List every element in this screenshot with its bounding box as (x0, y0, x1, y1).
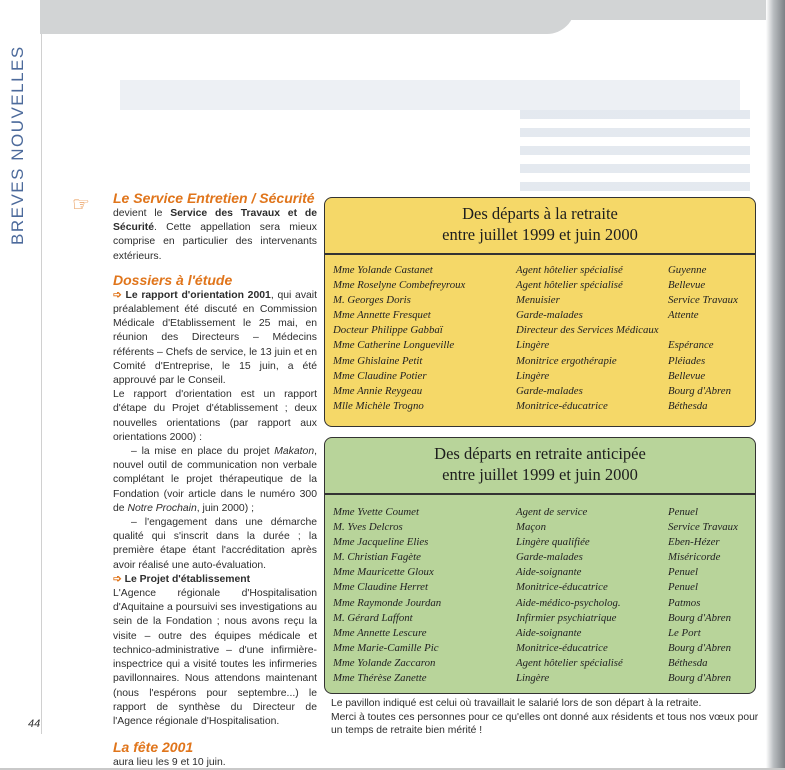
person-name: Mme Claudine Potier (333, 369, 427, 382)
footnote: Le pavillon indiqué est celui où travaillait le salarié lors de son départ à la retraite. Merci à toutes ces personnes pour ce qu'elles ont donné aux résidents et tous nos vœux pour un temps de retraite bien mérité ! (331, 698, 759, 736)
person-role: Monitrice-éducatrice (516, 399, 608, 412)
person-pavilion: Miséricorde (668, 551, 721, 564)
person-name: Mme Roselyne Combefreyroux (333, 279, 466, 292)
fete-text: aura lieu les 9 et 10 juin. (113, 757, 226, 769)
pointing-hand-icon: ☞ (72, 194, 90, 216)
person-name: Mlle Michèle Trogno (333, 399, 424, 412)
bullet-qualite: – l'engagement dans une démarche qualité qui s'inscrit dans la durée ; la première étape étant l'accréditation après avoir réalisé une auto-évaluation. (113, 517, 317, 571)
person-role: Infirmier psychiatrique (516, 611, 617, 624)
retirement-box (324, 197, 756, 427)
person-role: Aide-soignante (516, 626, 582, 639)
arrow-icon: ➩ (113, 573, 122, 585)
person-role: Monitrice ergothérapie (516, 354, 617, 367)
person-name: Docteur Philippe Gabbaï (333, 324, 443, 337)
person-pavilion: Guyenne (668, 264, 707, 276)
person-name: Mme Ghislaine Petit (333, 354, 423, 367)
person-role: Aide-soignante (516, 566, 582, 579)
show-through-text-block (520, 110, 750, 200)
person-pavilion: Penuel (668, 566, 698, 579)
left-column (113, 190, 317, 770)
arrow-icon: ➩ (113, 289, 122, 301)
person-pavilion: Service Travaux (668, 521, 738, 534)
section-title-text: BREVES NOUVELLES (8, 45, 27, 245)
person-pavilion: Espérance (668, 339, 714, 352)
header-tab (40, 0, 575, 34)
person-pavilion: Béthesda (668, 399, 708, 412)
person-role: Aide-médico-psycholog. (516, 596, 621, 609)
person-role: Directeur des Services Médicaux (516, 324, 659, 337)
early-retirement-box-title: Des départs en retraite anticipée entre juillet 1999 et juin 2000 (434, 444, 646, 484)
person-name: Mme Claudine Herret (333, 581, 428, 594)
projet-label-line: ➩ Le Projet d'établissement (113, 573, 251, 585)
sidebar-divider (41, 34, 42, 734)
show-through-text (120, 80, 740, 110)
title-divider (325, 493, 755, 495)
person-pavilion: Bellevue (668, 279, 706, 292)
service-paragraph: devient le Service des Travaux et de Sécurité. Cette appellation sera mieux comprise en particulier des intervenants extérieurs. (113, 208, 317, 262)
person-pavilion: Pléiades (668, 354, 706, 367)
person-name: Mme Thérèse Zanette (333, 672, 427, 685)
person-pavilion: Bourg d'Abren (668, 672, 731, 685)
person-role: Monitrice-éducatrice (516, 641, 608, 654)
person-role: Agent de service (516, 506, 588, 518)
person-name: Mme Marie-Camille Pic (333, 641, 439, 654)
person-pavilion: Penuel (668, 581, 698, 594)
person-role: Lingère (516, 369, 550, 382)
person-pavilion: Service Travaux (668, 294, 738, 307)
projet-paragraph: L'Agence régionale d'Hospitalisation d'Aquitaine a poursuivi ses investigations au sein de la Fondation ; nous avons reçu la visite – outre des équipes médicale et technico-administrative – d'une infirmière-inspectrice qui a visité toutes les infirmeries pavillonnaires. Nous attendons maintenant (nous l'espérons pour septembre...) le rapport de synthèse du Directeur de l'Agence régionale d'Hospitalisation. (113, 588, 317, 727)
person-pavilion: Bellevue (668, 369, 706, 382)
person-name: Mme Annette Lescure (333, 626, 427, 639)
person-pavilion: Béthesda (668, 656, 708, 669)
person-name: M. Georges Doris (333, 294, 411, 307)
person-pavilion: Bourg d'Abren (668, 641, 731, 654)
person-role: Lingère (516, 339, 550, 352)
person-name: Mme Raymonde Jourdan (333, 596, 442, 609)
person-pavilion: Patmos (668, 596, 701, 609)
person-name: M. Yves Delcros (333, 521, 403, 534)
retirement-box-title: Des départs à la retraite entre juillet 1999 et juin 2000 (442, 204, 638, 244)
person-pavilion: Attente (668, 309, 699, 322)
person-pavilion: Penuel (668, 506, 698, 518)
person-pavilion: Bourg d'Abren (668, 384, 731, 397)
person-name: Mme Mauricette Gloux (333, 566, 434, 579)
person-role: Agent hôtelier spécialisé (516, 279, 623, 292)
dossiers-heading: Dossiers à l'étude (113, 271, 233, 288)
person-pavilion: Bourg d'Abren (668, 611, 731, 624)
rapport-paragraph-2: Le rapport d'orientation est un rapport d'étape du Projet d'établissement ; deux nouvelles orientations (par rapport aux orientations 2000) : (113, 389, 317, 443)
person-pavilion: Le Port (668, 626, 701, 639)
person-role: Agent hôtelier spécialisé (516, 656, 623, 669)
person-role: Lingère (516, 672, 550, 685)
fete-heading: La fête 2001 (113, 739, 194, 756)
early-retirement-box (324, 437, 756, 694)
rapport-paragraph: ➩ Le rapport d'orientation 2001, qui avait préalablement été discuté en Commission Médicale d'Etablissement le 25 mai, en réunion des Directeurs – Médecins référents – Chefs de service, le 13 juin et en Comité d'Entreprise, le 15 juin, a été approuvé par le Conseil. (113, 289, 317, 387)
person-role: Menuisier (516, 294, 560, 307)
person-pavilion: Eben-Hézer (668, 536, 720, 549)
person-name: Mme Yvette Coumet (333, 506, 419, 518)
person-role: Garde-malades (516, 551, 583, 564)
service-heading: Le Service Entretien / Sécurité (113, 190, 315, 206)
person-role: Maçon (516, 521, 546, 534)
person-role: Garde-malades (516, 309, 583, 322)
page-gutter (766, 0, 785, 768)
page-number: 44 (28, 718, 41, 730)
person-name: Mme Annette Fresquet (333, 309, 431, 322)
person-name: Mme Jacqueline Elies (333, 536, 429, 549)
person-role: Agent hôtelier spécialisé (516, 264, 623, 276)
person-role: Monitrice-éducatrice (516, 581, 608, 594)
person-name: M. Gérard Laffont (333, 611, 413, 624)
person-name: Mme Annie Reygeau (333, 384, 423, 397)
person-role: Lingère qualifiée (516, 536, 590, 549)
section-title (3, 40, 33, 245)
title-divider (325, 253, 755, 255)
bullet-makaton: – la mise en place du projet Makaton, nouvel outil de communication non verbale complétant le projet thérapeutique de la Fondation (voir article dans le numéro 300 de Notre Prochain, juin 2000) ; (113, 446, 317, 514)
person-name: M. Christian Fagète (333, 551, 421, 564)
person-role: Garde-malades (516, 384, 583, 397)
person-name: Mme Yolande Zaccaron (333, 656, 436, 669)
person-name: Mme Catherine Longueville (333, 339, 455, 352)
person-name: Mme Yolande Castanet (333, 264, 433, 276)
